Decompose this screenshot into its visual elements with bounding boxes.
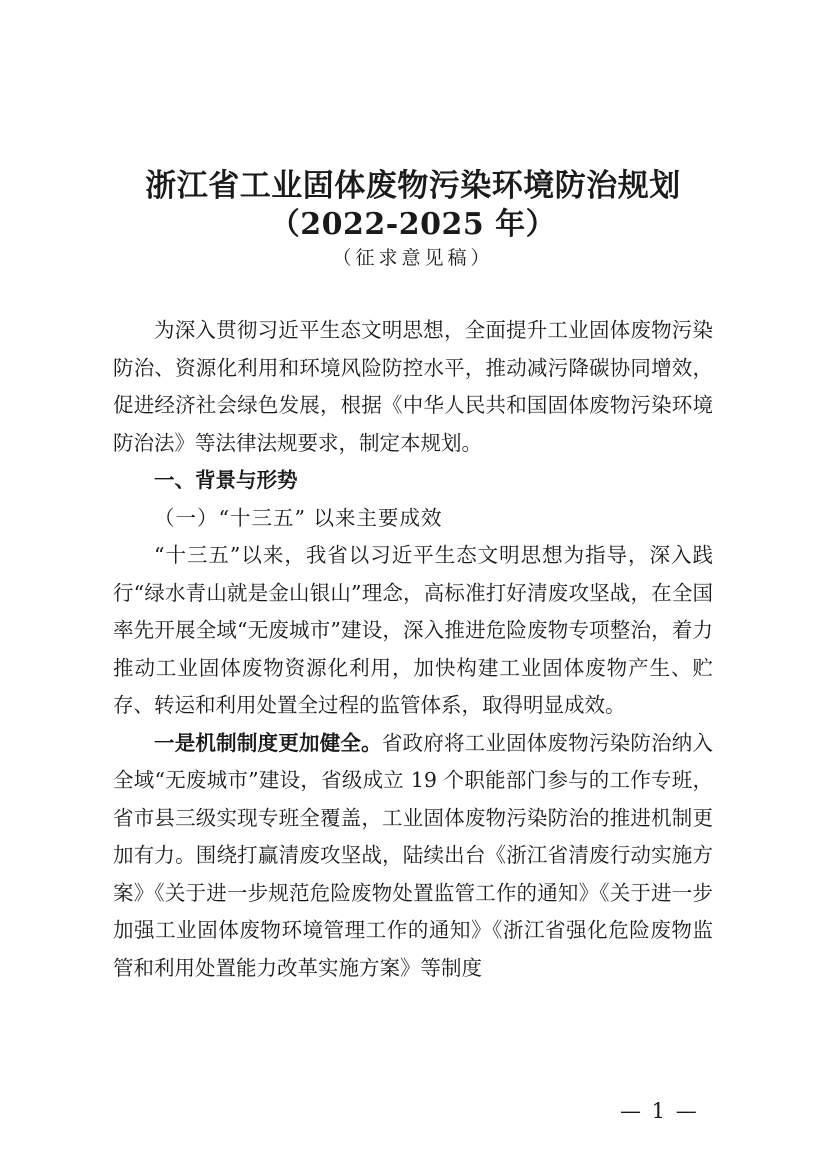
document-body <box>113 312 713 987</box>
subsection-heading-achievements: （一）“十三五” 以来主要成效 <box>154 505 443 530</box>
achievements-paragraph: “十三五”以来，我省以习近平生态文明思想为指导，深入践行“绿水青山就是金山银山”理念，高标准打好清废攻坚战，在全国率先开展全域“无废城市”建设，深入推进危险废物专项整治，着力推动工业固体废物资源化利用，加快构建工业固体废物产生、贮存、转运和利用处置全过程的监管体系，取得明显成效。 <box>113 543 713 717</box>
point1-lead: 一是机制制度更加健全。 <box>154 730 382 755</box>
document-years: （2022-2025 年） <box>269 207 557 242</box>
point1-body: 省政府将工业固体废物污染防治纳入全域“无废城市”建设，省级成立 19 个职能部门参与的工作专班，省市县三级实现专班全覆盖，工业固体废物污染防治的推进机制更加有力。围绕打赢清废攻坚战，陆续出台《浙江省清废行动实施方案》《关于进一步规范危险废物处置监管工作的通知》《关于进一步加强工业固体废物环境管理工作的通知》《浙江省强化危险废物监管和利用处置能力改革实施方案》等制度 <box>113 730 714 980</box>
intro-paragraph: 为深入贯彻习近平生态文明思想，全面提升工业固体废物污染防治、资源化利用和环境风险防控水平，推动减污降碳协同增效，促进经济社会绿色发展，根据《中华人民共和国固体废物污染环境防治法》等法律法规要求，制定本规划。 <box>113 318 713 455</box>
draft-note: （征求意见稿） <box>332 247 494 269</box>
section-heading-background: 一、背景与形势 <box>154 468 298 492</box>
document-title: 浙江省工业固体废物污染环境防治规划 <box>145 168 681 204</box>
page-number: — 1 — <box>620 1099 699 1123</box>
point1-paragraph <box>113 725 713 988</box>
